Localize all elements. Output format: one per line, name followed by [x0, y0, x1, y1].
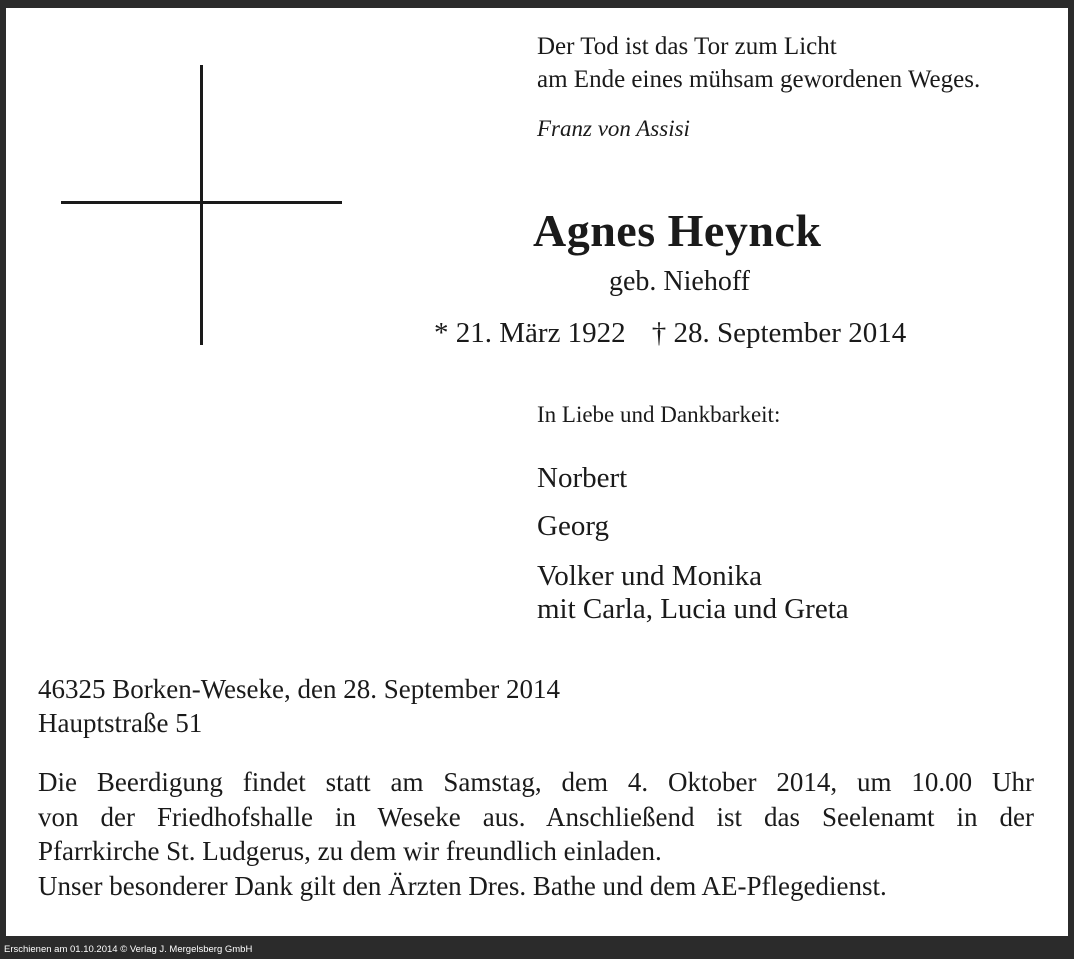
obituary-notice [6, 8, 1068, 936]
funeral-line-4: Unser besonderer Dank gilt den Ärzten Dres. Bathe und dem AE-Pflegedienst. [38, 870, 887, 901]
cross-icon-horizontal-bar [61, 201, 342, 204]
mourner-name: Norbert [537, 462, 628, 494]
death-date: † 28. September 2014 [651, 317, 907, 349]
street-address: Hauptstraße 51 [38, 708, 203, 738]
mourner-name: mit Carla, Lucia und Greta [537, 593, 849, 625]
address-block [38, 672, 560, 740]
cross-icon-vertical-bar [200, 65, 203, 345]
birth-date: * 21. März 1922 [434, 317, 626, 349]
maiden-name: geb. Niehoff [609, 266, 750, 297]
deceased-name: Agnes Heynck [533, 205, 822, 256]
life-dates [434, 317, 906, 350]
mourners-intro: In Liebe und Dankbarkeit: [537, 402, 781, 427]
place-and-date: 46325 Borken-Weseke, den 28. September 2014 [38, 674, 560, 704]
funeral-announcement [38, 765, 1034, 903]
funeral-line-2: von der Friedhofshalle in Weseke aus. Anschließend ist das Seelenamt in der [38, 801, 1034, 832]
quote-line-2: am Ende eines mühsam gewordenen Weges. [537, 66, 981, 93]
quote-line-1: Der Tod ist das Tor zum Licht [537, 33, 837, 60]
quote-author: Franz von Assisi [537, 116, 690, 141]
mourner-name: Volker und Monika [537, 560, 763, 592]
quote-block [537, 30, 980, 96]
funeral-line-1: Die Beerdigung findet statt am Samstag, dem 4. Oktober 2014, um 10.00 Uhr [38, 767, 1034, 797]
funeral-line-3: Pfarrkirche St. Ludgerus, zu dem wir freundlich einladen. [38, 836, 662, 866]
mourner-name: Georg [537, 510, 609, 542]
publication-footer: Erschienen am 01.10.2014 © Verlag J. Mergelsberg GmbH [4, 944, 253, 955]
